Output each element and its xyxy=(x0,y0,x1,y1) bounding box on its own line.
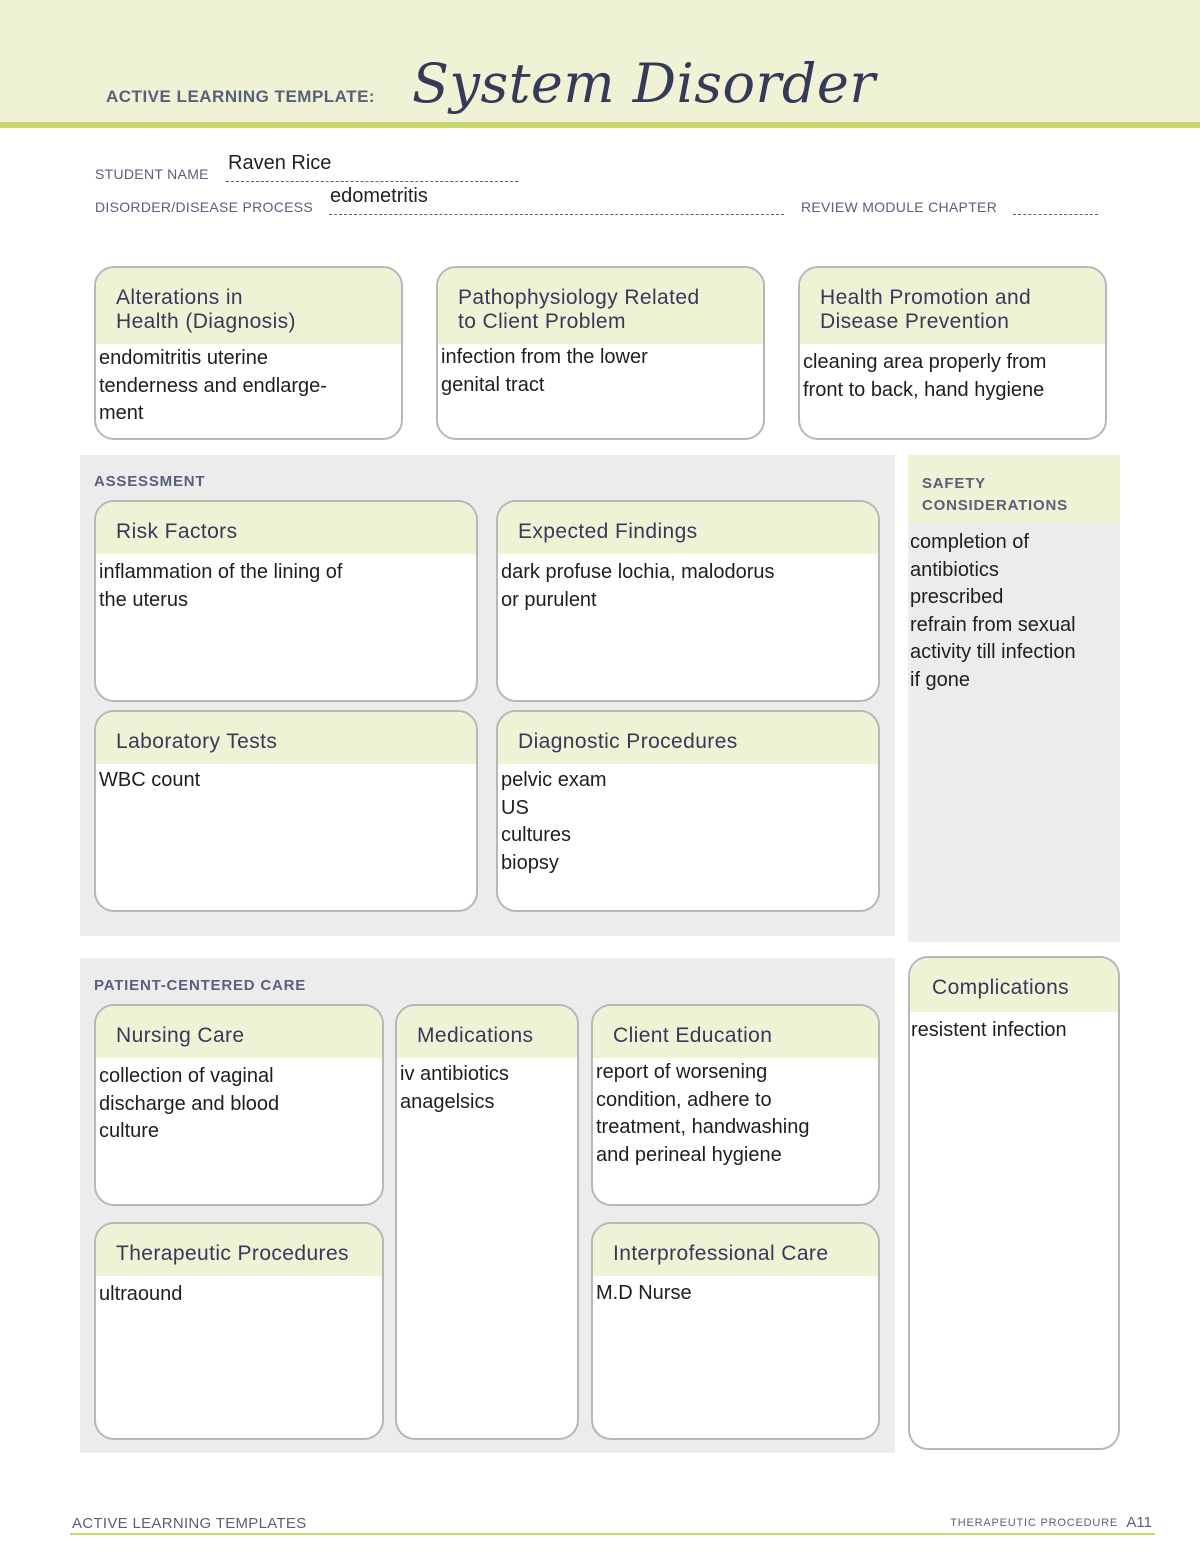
interprofessional-care-text[interactable]: M.D Nurse xyxy=(596,1282,692,1304)
template-title: System Disorder xyxy=(412,52,876,115)
pathophysiology-box xyxy=(436,266,765,440)
review-chapter-line xyxy=(1013,214,1098,215)
safety-considerations-text[interactable]: completion of antibiotics prescribed refrain from sexual activity till infection if gone xyxy=(910,531,1076,691)
student-name-label: STUDENT NAME xyxy=(95,166,209,182)
nursing-care-title: Nursing Care xyxy=(96,1006,382,1058)
nursing-care-box xyxy=(94,1004,384,1206)
footer-rule xyxy=(70,1533,1155,1535)
laboratory-tests-text[interactable]: WBC count xyxy=(99,769,201,791)
therapeutic-procedures-text[interactable]: ultraound xyxy=(99,1283,183,1305)
footer-page-number: A11 xyxy=(1126,1514,1152,1531)
pathophysiology-title: Pathophysiology Related to Client Problem xyxy=(438,268,763,344)
alterations-title: Alterations in Health (Diagnosis) xyxy=(96,268,401,344)
patient-centered-care-title: PATIENT-CENTERED CARE xyxy=(94,977,307,994)
complications-title: Complications xyxy=(910,958,1118,1012)
assessment-title: ASSESSMENT xyxy=(94,473,206,490)
health-promotion-box xyxy=(798,266,1107,440)
medications-text[interactable]: iv antibiotics anagelsics xyxy=(400,1063,509,1113)
footer-left-label: ACTIVE LEARNING TEMPLATES xyxy=(72,1515,307,1532)
risk-factors-title: Risk Factors xyxy=(96,502,476,554)
nursing-care-text[interactable]: collection of vaginal discharge and blood culture xyxy=(99,1065,280,1142)
student-name-line xyxy=(226,181,518,182)
expected-findings-text[interactable]: dark profuse lochia, malodorus or purulent xyxy=(501,561,775,611)
health-promotion-text[interactable]: cleaning area properly from front to back, hand hygiene xyxy=(803,351,1047,401)
interprofessional-care-title: Interprofessional Care xyxy=(593,1224,878,1276)
complications-box xyxy=(908,956,1120,1450)
therapeutic-procedures-box xyxy=(94,1222,384,1440)
pathophysiology-text[interactable]: infection from the lower genital tract xyxy=(441,346,648,396)
client-education-text[interactable]: report of worsening condition, adhere to treatment, handwashing and perineal hygiene xyxy=(596,1061,810,1166)
expected-findings-title: Expected Findings xyxy=(498,502,878,554)
safety-considerations-title: SAFETY CONSIDERATIONS xyxy=(922,475,1068,514)
footer-right-label: THERAPEUTIC PROCEDURE xyxy=(950,1517,1118,1529)
student-name-field[interactable]: Raven Rice xyxy=(228,152,332,174)
diagnostic-procedures-title: Diagnostic Procedures xyxy=(498,712,878,764)
risk-factors-text[interactable]: inflammation of the lining of the uterus xyxy=(99,561,343,611)
client-education-title: Client Education xyxy=(593,1006,878,1058)
client-education-box xyxy=(591,1004,880,1206)
safety-considerations-panel xyxy=(908,455,1120,942)
diagnostic-procedures-text[interactable]: pelvic exam US cultures biopsy xyxy=(501,769,607,874)
medications-title: Medications xyxy=(397,1006,577,1058)
alterations-text[interactable]: endomitritis uterine tenderness and endlarge- ment xyxy=(99,347,327,424)
diagnostic-procedures-box xyxy=(496,710,880,912)
header-rule xyxy=(0,122,1200,128)
template-label: ACTIVE LEARNING TEMPLATE: xyxy=(106,87,376,106)
review-chapter-label: REVIEW MODULE CHAPTER xyxy=(801,199,998,215)
disorder-label: DISORDER/DISEASE PROCESS xyxy=(95,199,314,215)
medications-box xyxy=(395,1004,579,1440)
disorder-field[interactable]: edometritis xyxy=(330,185,428,207)
therapeutic-procedures-title: Therapeutic Procedures xyxy=(96,1224,382,1276)
laboratory-tests-box xyxy=(94,710,478,912)
complications-text[interactable]: resistent infection xyxy=(911,1019,1067,1041)
interprofessional-care-box xyxy=(591,1222,880,1440)
expected-findings-box xyxy=(496,500,880,702)
alterations-box xyxy=(94,266,403,440)
laboratory-tests-title: Laboratory Tests xyxy=(96,712,476,764)
risk-factors-box xyxy=(94,500,478,702)
disorder-line xyxy=(329,214,784,215)
health-promotion-title: Health Promotion and Disease Prevention xyxy=(800,268,1105,344)
